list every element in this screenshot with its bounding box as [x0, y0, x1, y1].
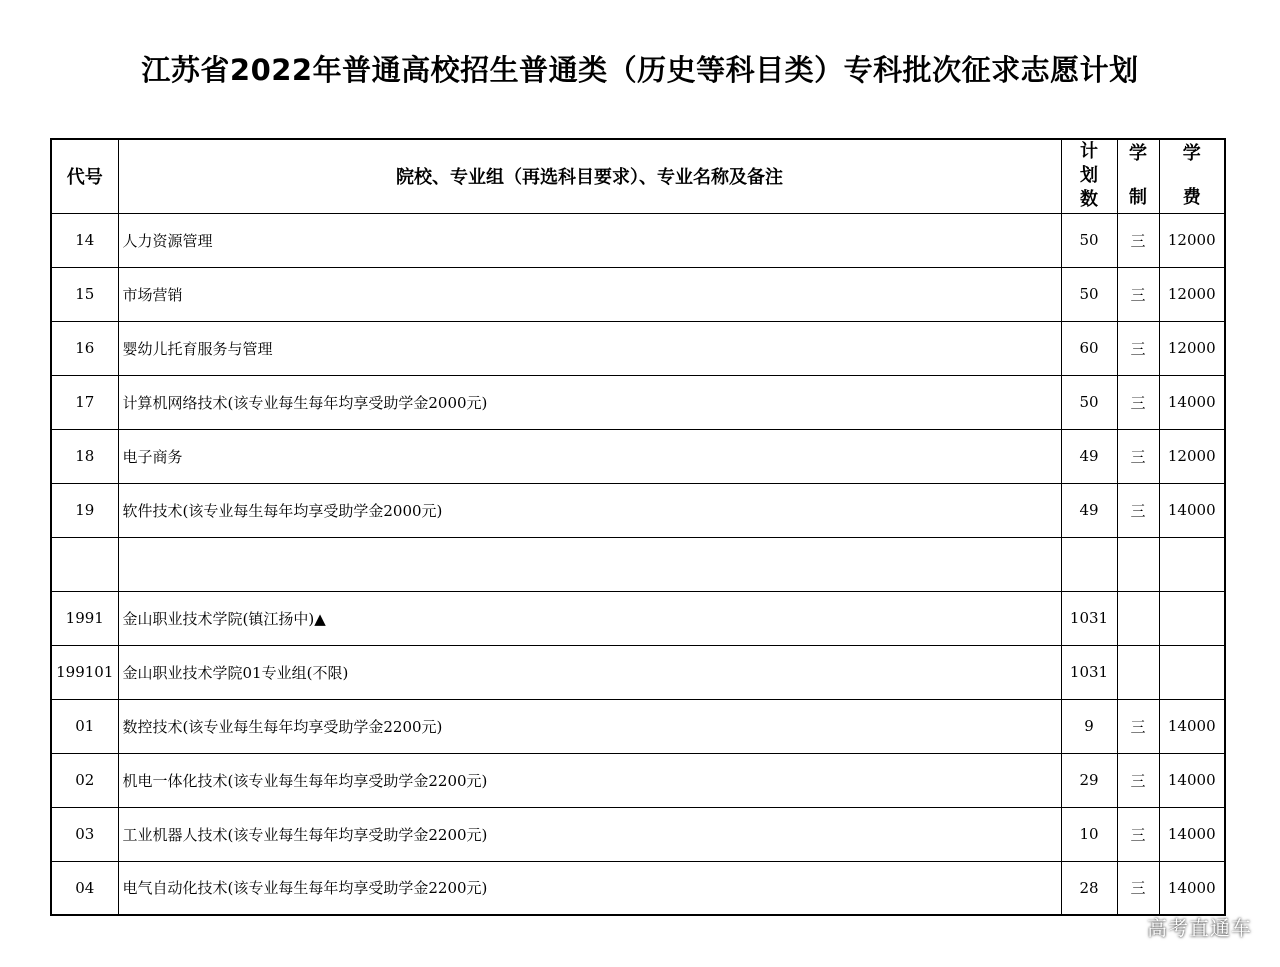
- table-row: [51, 321, 1225, 375]
- cell-plan: 50: [1061, 267, 1117, 321]
- page-title: 江苏省2022年普通高校招生普通类（历史等科目类）专科批次征求志愿计划: [141, 53, 1139, 87]
- watermark: 高考直通车: [1147, 916, 1252, 940]
- cell-length: 三: [1117, 699, 1159, 753]
- table-row-empty: [51, 537, 1225, 591]
- cell-length: 三: [1117, 321, 1159, 375]
- cell-fee: 14000: [1159, 699, 1225, 753]
- cell-code: 02: [51, 753, 118, 807]
- header-fee-char-2: 费: [1182, 187, 1201, 209]
- cell-fee: 14000: [1159, 483, 1225, 537]
- enrollment-plan-table: [50, 138, 1226, 916]
- cell-name: 软件技术(该专业每生每年均享受助学金2000元): [118, 483, 1061, 537]
- cell-code: 16: [51, 321, 118, 375]
- header-name: 院校、专业组（再选科目要求）、专业名称及备注: [118, 139, 1061, 213]
- cell-fee: 14000: [1159, 861, 1225, 915]
- cell-name: 金山职业技术学院01专业组(不限): [118, 645, 1061, 699]
- cell-code: 14: [51, 213, 118, 267]
- cell-plan: 9: [1061, 699, 1117, 753]
- table-header: [51, 139, 1225, 213]
- cell-code: 17: [51, 375, 118, 429]
- cell-length: [1117, 645, 1159, 699]
- cell-fee: [1159, 591, 1225, 645]
- table-row: [51, 807, 1225, 861]
- header-length-char-2: 制: [1129, 187, 1147, 209]
- cell-name: 市场营销: [118, 267, 1061, 321]
- cell-name: 电子商务: [118, 429, 1061, 483]
- cell-name: [118, 537, 1061, 591]
- cell-name: 机电一体化技术(该专业每生每年均享受助学金2200元): [118, 753, 1061, 807]
- cell-name: 数控技术(该专业每生每年均享受助学金2200元): [118, 699, 1061, 753]
- cell-plan: 49: [1061, 429, 1117, 483]
- header-length: [1117, 139, 1159, 213]
- cell-length: [1117, 537, 1159, 591]
- table-row: [51, 375, 1225, 429]
- cell-plan: 50: [1061, 213, 1117, 267]
- cell-fee: 14000: [1159, 753, 1225, 807]
- header-plan-char-3: 数: [1080, 189, 1098, 211]
- table-row: [51, 267, 1225, 321]
- cell-plan: 1031: [1061, 645, 1117, 699]
- header-fee: [1159, 139, 1225, 213]
- cell-code: 04: [51, 861, 118, 915]
- cell-length: 三: [1117, 807, 1159, 861]
- cell-fee: 12000: [1159, 267, 1225, 321]
- cell-fee: 12000: [1159, 429, 1225, 483]
- table-row-group: [51, 645, 1225, 699]
- table-body: [51, 213, 1225, 915]
- header-fee-char-1: 学: [1182, 143, 1201, 165]
- cell-length: 三: [1117, 753, 1159, 807]
- cell-plan: 1031: [1061, 591, 1117, 645]
- cell-name: 婴幼儿托育服务与管理: [118, 321, 1061, 375]
- cell-fee: 14000: [1159, 375, 1225, 429]
- cell-code: 18: [51, 429, 118, 483]
- cell-code: 19: [51, 483, 118, 537]
- cell-plan: 50: [1061, 375, 1117, 429]
- cell-plan: 49: [1061, 483, 1117, 537]
- cell-name: 工业机器人技术(该专业每生每年均享受助学金2200元): [118, 807, 1061, 861]
- cell-code: 01: [51, 699, 118, 753]
- cell-length: 三: [1117, 375, 1159, 429]
- cell-fee: 12000: [1159, 213, 1225, 267]
- header-length-char-1: 学: [1129, 143, 1147, 165]
- cell-fee: 14000: [1159, 807, 1225, 861]
- cell-name: 金山职业技术学院(镇江扬中)▲: [118, 591, 1061, 645]
- cell-plan: 10: [1061, 807, 1117, 861]
- cell-code: [51, 537, 118, 591]
- cell-code: 199101: [51, 645, 118, 699]
- table-row: [51, 483, 1225, 537]
- cell-name: 人力资源管理: [118, 213, 1061, 267]
- header-code: 代号: [51, 139, 118, 213]
- table-row-institution: [51, 591, 1225, 645]
- table-row: [51, 213, 1225, 267]
- cell-plan: 60: [1061, 321, 1117, 375]
- cell-fee: 12000: [1159, 321, 1225, 375]
- cell-code: 1991: [51, 591, 118, 645]
- cell-length: 三: [1117, 267, 1159, 321]
- cell-fee: [1159, 537, 1225, 591]
- header-plan: [1061, 139, 1117, 213]
- table-row: [51, 753, 1225, 807]
- cell-length: 三: [1117, 861, 1159, 915]
- cell-length: [1117, 591, 1159, 645]
- cell-length: 三: [1117, 483, 1159, 537]
- cell-length: 三: [1117, 429, 1159, 483]
- cell-code: 03: [51, 807, 118, 861]
- cell-plan: 29: [1061, 753, 1117, 807]
- cell-name: 电气自动化技术(该专业每生每年均享受助学金2200元): [118, 861, 1061, 915]
- cell-plan: 28: [1061, 861, 1117, 915]
- cell-code: 15: [51, 267, 118, 321]
- table-row: [51, 699, 1225, 753]
- header-plan-char-1: 计: [1080, 141, 1098, 163]
- table-row: [51, 861, 1225, 915]
- cell-fee: [1159, 645, 1225, 699]
- table-row: [51, 429, 1225, 483]
- cell-length: 三: [1117, 213, 1159, 267]
- header-row: [51, 139, 1225, 213]
- cell-plan: [1061, 537, 1117, 591]
- header-plan-char-2: 划: [1080, 165, 1098, 187]
- cell-name: 计算机网络技术(该专业每生每年均享受助学金2000元): [118, 375, 1061, 429]
